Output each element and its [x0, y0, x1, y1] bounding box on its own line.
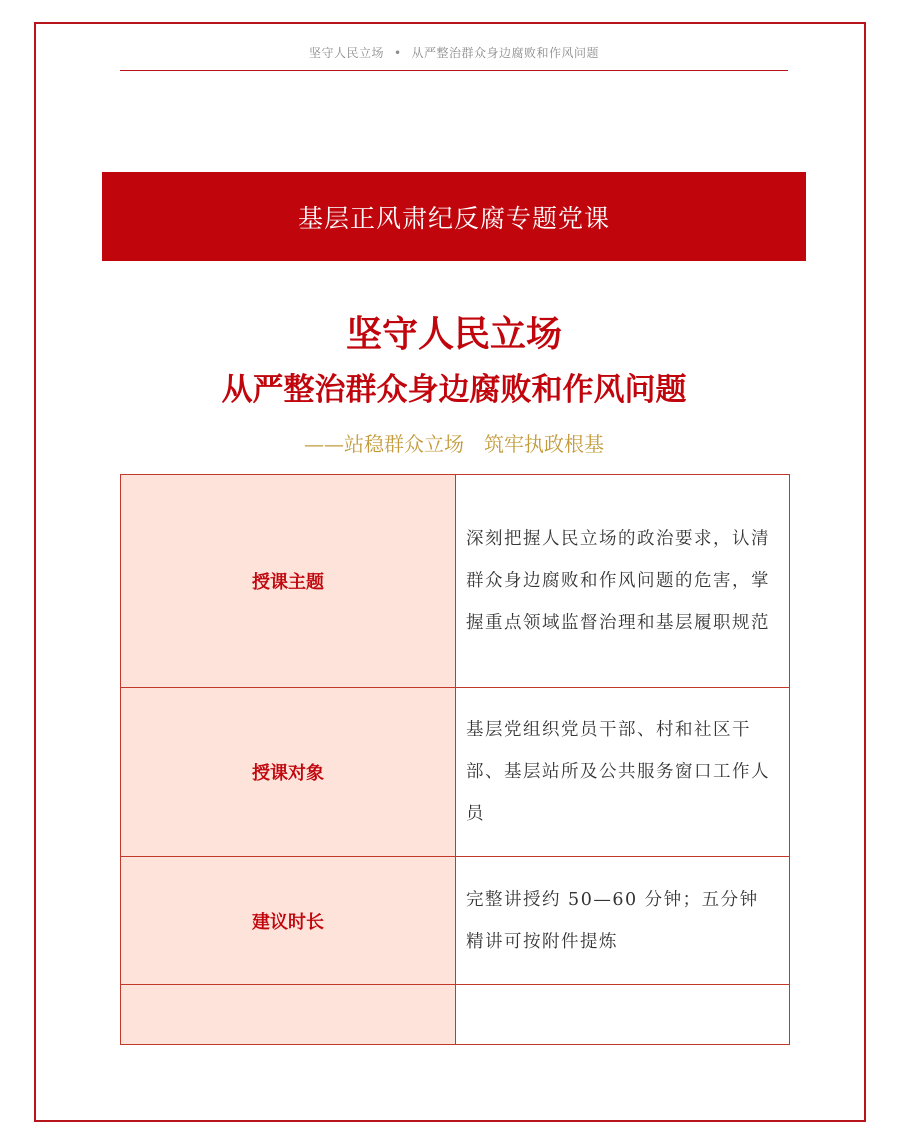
page-subtitle: 从严整治群众身边腐败和作风问题: [221, 372, 687, 408]
table-label-cell: 授课主题: [121, 475, 456, 688]
table-row-topic: [121, 475, 790, 688]
running-header: [120, 44, 788, 61]
table-row-duration: [121, 857, 790, 985]
page-title: 坚守人民立场: [345, 313, 562, 355]
table-row-audience: [121, 688, 790, 857]
section-banner: [102, 172, 806, 261]
running-header-right: 从严整治群众身边腐败和作风问题: [411, 46, 600, 60]
table-value-cell: 深刻把握人民立场的政治要求，认清群众身边腐败和作风问题的危害，掌握重点领域监督治理和基层履职规范: [456, 475, 790, 688]
table-label-cell: [121, 985, 456, 1045]
running-header-left: 坚守人民立场: [308, 46, 384, 60]
course-info-table: [120, 474, 790, 1045]
running-header-separator: •: [393, 46, 402, 60]
table-value-cell: 完整讲授约 50—60 分钟；五分钟精讲可按附件提炼: [456, 857, 790, 985]
table-label-cell: 授课对象: [121, 688, 456, 857]
table-value-cell: 基层党组织党员干部、村和社区干部、基层站所及公共服务窗口工作人员: [456, 688, 790, 857]
table-value-cell: [456, 985, 790, 1045]
table-row-partial: [121, 985, 790, 1045]
header-divider: [120, 70, 788, 71]
table-label-cell: 建议时长: [121, 857, 456, 985]
page-tagline: ——站稳群众立场 筑牢执政根基: [304, 432, 604, 456]
banner-title: 基层正风肃纪反腐专题党课: [297, 203, 610, 233]
